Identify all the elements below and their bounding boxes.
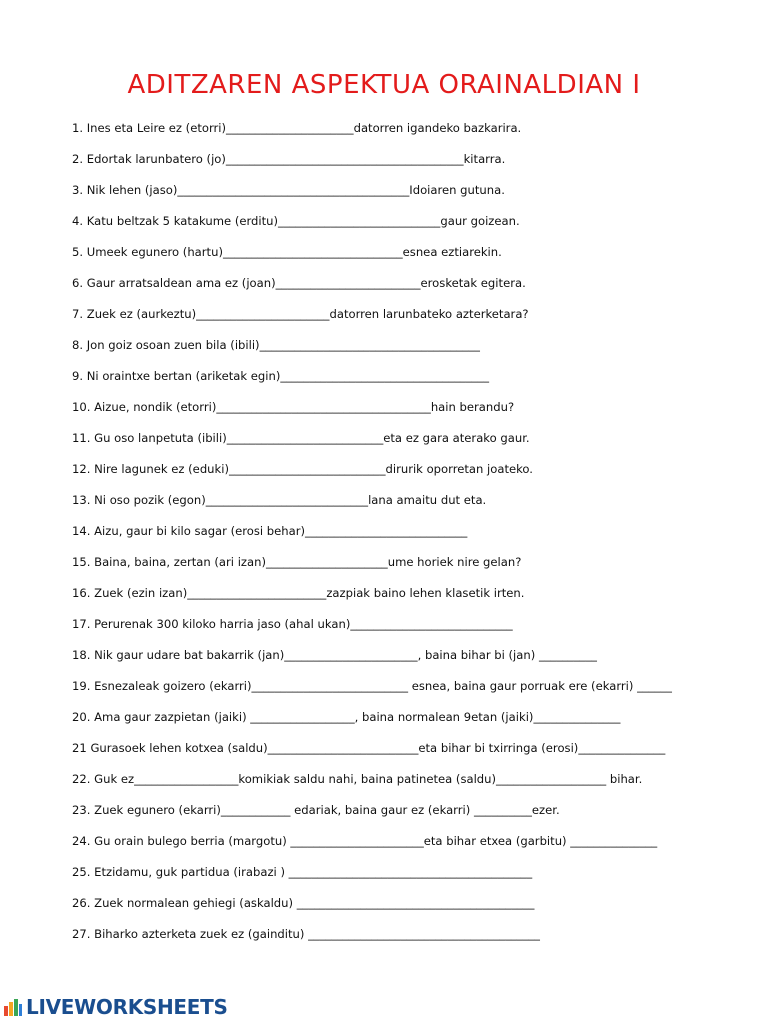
exercise-list — [72, 119, 752, 956]
exercise-item: 11. Gu oso lanpetuta (ibili)___________________________eta ez gara aterako gaur. — [72, 431, 530, 445]
exercise-item: 22. Guk ez__________________komikiak saldu nahi, baina patinetea (saldu)___________________ bihar. — [72, 772, 643, 786]
exercise-item: 23. Zuek egunero (ekarri)____________ edariak, baina gaur ez (ekarri) __________ezer. — [72, 803, 560, 817]
exercise-item: 7. Zuek ez (aurkeztu)_______________________datorren larunbateko azterketara? — [72, 307, 529, 321]
exercise-item: 24. Gu orain bulego berria (margotu) _______________________eta bihar etxea (garbitu) _______________ — [72, 834, 658, 848]
exercise-item: 26. Zuek normalean gehiegi (askaldu) _________________________________________ — [72, 896, 535, 910]
exercise-item: 12. Nire lagunek ez (eduki)___________________________dirurik oporretan joateko. — [72, 462, 533, 476]
exercise-item: 16. Zuek (ezin izan)________________________zazpiak baino lehen klasetik irten. — [72, 586, 525, 600]
exercise-item: 21 Gurasoek lehen kotxea (saldu)__________________________eta bihar bi txirringa (erosi)_______________ — [72, 741, 666, 755]
exercise-item: 8. Jon goiz osoan zuen bila (ibili)______________________________________ — [72, 338, 480, 352]
exercise-item: 25. Etzidamu, guk partidua (irabazi ) __________________________________________ — [72, 865, 533, 879]
exercise-item: 9. Ni oraintxe bertan (ariketak egin)____________________________________ — [72, 369, 490, 383]
exercise-item: 6. Gaur arratsaldean ama ez (joan)_________________________erosketak egitera. — [72, 276, 526, 290]
exercise-item: 5. Umeek egunero (hartu)_______________________________esnea eztiarekin. — [72, 245, 502, 259]
exercise-item: 18. Nik gaur udare bat bakarrik (jan)_______________________, baina bihar bi (jan) __________ — [72, 648, 597, 662]
liveworksheets-logo — [2, 994, 228, 1020]
exercise-item: 1. Ines eta Leire ez (etorri)______________________datorren igandeko bazkarira. — [72, 121, 522, 135]
exercise-item: 14. Aizu, gaur bi kilo sagar (erosi behar)____________________________ — [72, 524, 468, 538]
liveworksheets-logo-icon — [2, 996, 24, 1018]
exercise-item: 2. Edortak larunbatero (jo)_________________________________________kitarra. — [72, 152, 506, 166]
exercise-item: 19. Esnezaleak goizero (ekarri)___________________________ esnea, baina gaur porruak ere (ekarri) ______ — [72, 679, 672, 693]
exercise-item: 15. Baina, baina, zertan (ari izan)_____________________ume horiek nire gelan? — [72, 555, 522, 569]
exercise-item: 4. Katu beltzak 5 katakume (erditu)____________________________gaur goizean. — [72, 214, 520, 228]
exercise-item: 17. Perurenak 300 kiloko harria jaso (ahal ukan)____________________________ — [72, 617, 513, 631]
exercise-item: 3. Nik lehen (jaso)________________________________________Idoiaren gutuna. — [72, 183, 505, 197]
exercise-item: 10. Aizue, nondik (etorri)_____________________________________hain berandu? — [72, 400, 515, 414]
exercise-item: 13. Ni oso pozik (egon)____________________________lana amaitu dut eta. — [72, 493, 487, 507]
worksheet-title: ADITZAREN ASPEKTUA ORAINALDIAN I — [127, 70, 641, 100]
exercise-item: 20. Ama gaur zazpietan (jaiki) __________________, baina normalean 9etan (jaiki)_______________ — [72, 710, 621, 724]
logo-text: LIVEWORKSHEETS — [26, 995, 228, 1019]
exercise-item: 27. Biharko azterketa zuek ez (gainditu) ________________________________________ — [72, 927, 540, 941]
